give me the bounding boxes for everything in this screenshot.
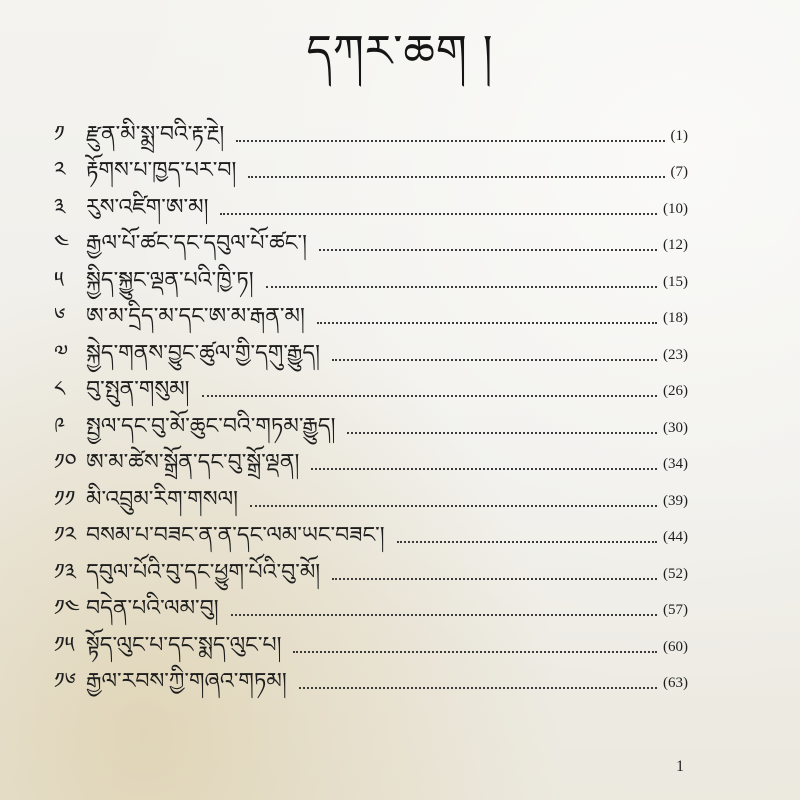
entry-title: བདེན་པའི་ལམ་བུ།	[86, 596, 219, 621]
toc-entry	[54, 404, 688, 441]
entry-title: སྐྱེད་གནས་བྱུང་ཚུལ་གྱི་དགུ་རྒྱུད།	[86, 340, 321, 366]
dot-leader	[248, 176, 664, 178]
entry-page: (26)	[663, 383, 688, 399]
entry-page: (60)	[663, 638, 688, 655]
entry-number: ༡༥	[54, 632, 75, 658]
toc-entry	[54, 514, 688, 551]
toc-entry	[54, 441, 688, 478]
entry-number: ༥	[54, 267, 64, 293]
entry-page: (63)	[663, 675, 688, 691]
dot-leader	[397, 541, 657, 543]
entry-number: ༡༠	[54, 450, 77, 475]
toc-entry	[54, 550, 688, 587]
dot-leader	[202, 395, 657, 397]
entry-page: (7)	[670, 164, 688, 180]
dot-leader	[332, 359, 657, 361]
page-number: 1	[676, 758, 684, 775]
entry-title: རྒྱལ་པོ་ཚང་དང་དབུལ་པོ་ཚང་།	[86, 231, 307, 256]
dot-leader	[347, 432, 657, 434]
entry-page: (57)	[663, 602, 688, 618]
entry-page: (39)	[663, 492, 688, 509]
entry-number: ༦	[54, 304, 66, 329]
entry-number: ༡༢	[54, 523, 77, 548]
entry-number: ༢	[54, 158, 66, 183]
entry-title: རྟོགས་པ་ཁྱད་པར་བ།	[86, 158, 237, 183]
entry-number: ༡	[54, 121, 65, 147]
entry-title: མི་འབྲུམ་རིག་གསལ།	[86, 486, 238, 512]
dot-leader	[311, 468, 657, 470]
toc-entry	[54, 112, 688, 149]
entry-number: ༡༣	[54, 559, 77, 585]
entry-number: ༨	[54, 377, 66, 402]
entry-title: སྤྱལ་དང་བུ་མོ་ཆུང་བའི་གཏམ་རྒྱུད།	[86, 413, 336, 439]
toc-entry	[54, 331, 688, 368]
entry-page: (44)	[663, 529, 688, 545]
entry-page: (18)	[663, 310, 688, 326]
dot-leader	[266, 286, 657, 288]
dot-leader	[220, 213, 657, 215]
entry-page: (1)	[670, 127, 688, 144]
entry-page: (12)	[663, 237, 688, 253]
dot-leader	[317, 322, 657, 324]
entry-title: དབུལ་པོའི་བུ་དང་ཕྱུག་པོའི་བུ་མོ།	[86, 559, 321, 585]
entry-page: (30)	[663, 419, 688, 436]
toc-entry	[54, 587, 688, 624]
entry-number: ༡༦	[54, 669, 77, 694]
entry-title: བུ་སྤུན་གསུམ།	[86, 377, 190, 402]
toc-entry	[54, 368, 688, 405]
dot-leader	[236, 140, 664, 142]
entry-title: རུས་འཛིག་ཨ་མ།	[86, 194, 209, 220]
dot-leader	[299, 687, 657, 689]
entry-number: ༤	[54, 231, 70, 256]
page-title: དཀར་ཆག །	[306, 26, 494, 77]
entry-page: (34)	[663, 456, 688, 472]
entry-title: བསམ་པ་བཟང་ན་ན་དང་ལམ་ཡང་བཟང་།	[86, 523, 385, 548]
dot-leader	[332, 578, 657, 580]
table-of-contents	[54, 112, 688, 696]
entry-number: ༧	[54, 340, 69, 366]
entry-number: ༡༡	[54, 486, 76, 512]
toc-entry	[54, 222, 688, 259]
entry-title: སྟོད་ལུང་པ་དང་སྨད་ལུང་པ།	[86, 632, 282, 658]
entry-number: ༡༤	[54, 596, 80, 621]
dot-leader	[319, 249, 657, 251]
toc-entry	[54, 660, 688, 697]
entry-page: (52)	[663, 565, 688, 582]
toc-entry	[54, 477, 688, 514]
entry-number: ༣	[54, 194, 66, 220]
dot-leader	[231, 614, 657, 616]
entry-title: རྫུན་མི་སྨྲ་བའི་རྟ་རྔེ།	[86, 121, 225, 147]
entry-page: (15)	[663, 273, 688, 290]
entry-title: ཨ་མ་དྲིད་མ་དང་ཨ་མ་རྒན་མ།	[86, 304, 305, 329]
entry-title: ཨ་མ་ཚེས་སྒྲོན་དང་བུ་སྒྲོ་ལྡན།	[86, 450, 300, 475]
entry-page: (23)	[663, 346, 688, 363]
toc-entry	[54, 295, 688, 332]
entry-page: (10)	[663, 200, 688, 217]
dot-leader	[250, 505, 657, 507]
dot-leader	[293, 651, 657, 653]
toc-entry	[54, 185, 688, 222]
toc-entry	[54, 258, 688, 295]
entry-title: རྒྱལ་རབས་ཀྱི་གཞའ་གཏམ།	[86, 669, 287, 694]
entry-title: སྐྱིད་སྐྱུང་ལྡན་པའི་ཁྱི་ཏ།	[86, 267, 254, 293]
toc-entry	[54, 623, 688, 660]
entry-number: ༩	[54, 413, 66, 439]
toc-entry	[54, 149, 688, 186]
